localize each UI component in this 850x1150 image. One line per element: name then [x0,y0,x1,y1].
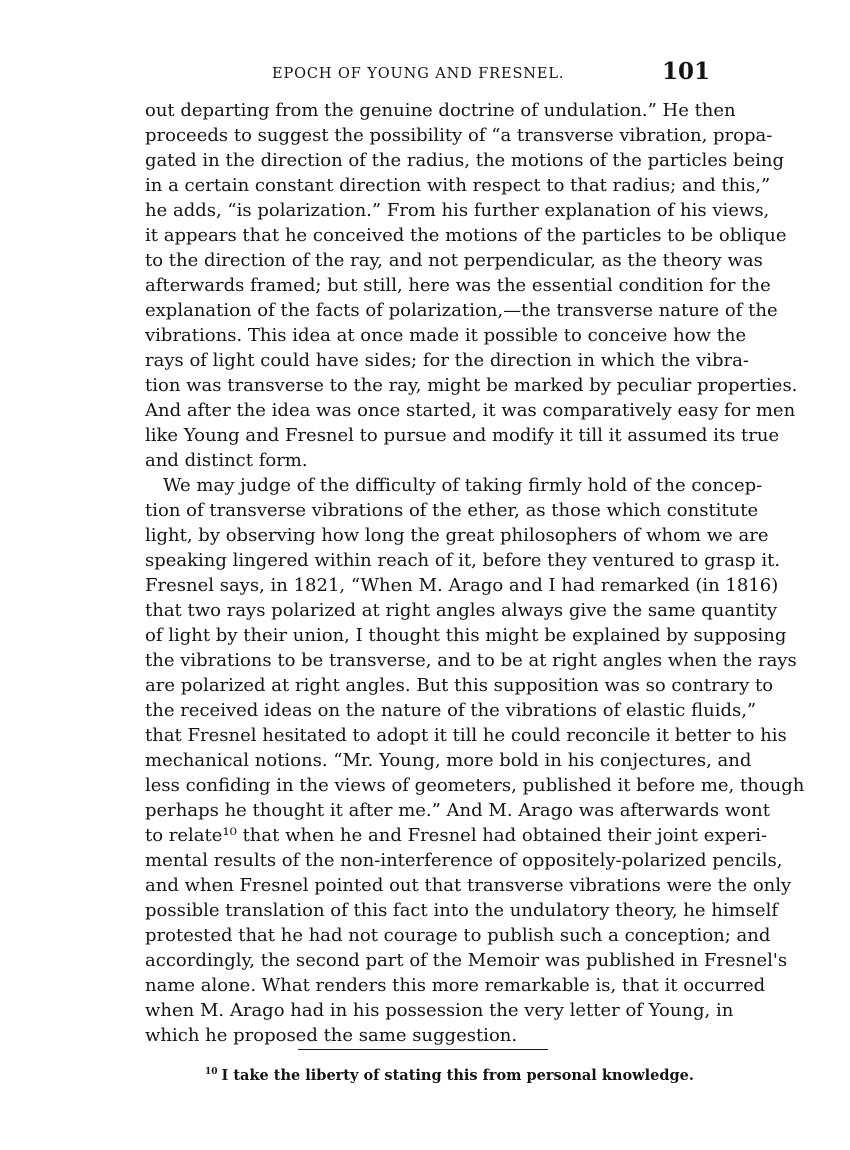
text-line: and distinct form. [145,450,308,471]
text-line: tion of transverse vibrations of the ether, as those which constitute [145,500,759,521]
text-line: mechanical notions. “Mr. Young, more bold in his conjectures, and [145,750,752,771]
page-header [145,58,710,92]
page-number: 101 [661,58,710,85]
text-line: rays of light could have sides; for the direction in which the vibra- [145,350,749,371]
text-line: proceeds to suggest the possibility of “a transverse vibration, propa- [145,125,773,146]
footnote [205,1062,694,1086]
text-line: the vibrations to be transverse, and to be at right angles when the rays [145,650,797,671]
text-line: out departing from the genuine doctrine of undulation.” He then [145,100,736,121]
text-line: light, by observing how long the great philosophers of whom we are [145,525,769,546]
text-line: which he proposed the same suggestion. [145,1025,518,1046]
text-line: to the direction of the ray, and not perpendicular, as the theory was [145,250,763,271]
text-line: that two rays polarized at right angles always give the same quantity [145,600,778,621]
text-line: he adds, “is polarization.” From his further explanation of his views, [145,200,770,221]
text-line: explanation of the facts of polarization,—the transverse nature of the [145,300,778,321]
body-text [145,98,805,1048]
footnote-text: I take the liberty of stating this from personal knowledge. [221,1067,694,1084]
text-line: the received ideas on the nature of the vibrations of elastic fluids,” [145,700,757,721]
text-line: perhaps he thought it after me.” And M. Arago was afterwards wont [145,800,770,821]
text-line: vibrations. This idea at once made it possible to conceive how the [145,325,747,346]
text-line: afterwards framed; but still, here was the essential condition for the [145,275,771,296]
running-head: EPOCH OF YOUNG AND FRESNEL. [272,66,565,82]
text-line: Fresnel says, in 1821, “When M. Arago and I had remarked (in 1816) [145,575,779,596]
footnote-rule [298,1049,548,1050]
footnote-marker: 10 [205,1067,218,1077]
text-line: mental results of the non-interference of oppositely-polarized pencils, [145,850,783,871]
text-line: of light by their union, I thought this might be explained by supposing [145,625,787,646]
text-line: that Fresnel hesitated to adopt it till he could reconcile it better to his [145,725,787,746]
text-line: in a certain constant direction with respect to that radius; and this,” [145,175,771,196]
text-line: to relate¹⁰ that when he and Fresnel had obtained their joint experi- [145,825,768,846]
text-line: gated in the direction of the radius, the motions of the particles being [145,150,784,171]
text-line: We may judge of the difficulty of taking firmly hold of the concep- [163,475,763,496]
text-line: are polarized at right angles. But this supposition was so contrary to [145,675,774,696]
text-line: And after the idea was once started, it was comparatively easy for men [145,400,796,421]
text-line: and when Fresnel pointed out that transverse vibrations were the only [145,875,792,896]
text-line: possible translation of this fact into the undulatory theory, he himself [145,900,778,921]
text-line: name alone. What renders this more remarkable is, that it occurred [145,975,766,996]
text-line: when M. Arago had in his possession the very letter of Young, in [145,1000,734,1021]
text-line: like Young and Fresnel to pursue and modify it till it assumed its true [145,425,780,446]
text-line: less confiding in the views of geometers, published it before me, though [145,775,805,796]
text-line: protested that he had not courage to publish such a conception; and [145,925,771,946]
text-line: speaking lingered within reach of it, before they ventured to grasp it. [145,550,781,571]
text-line: accordingly, the second part of the Memoir was published in Fresnel's [145,950,788,971]
text-line: tion was transverse to the ray, might be marked by peculiar properties. [145,375,798,396]
text-line: it appears that he conceived the motions of the particles to be oblique [145,225,787,246]
